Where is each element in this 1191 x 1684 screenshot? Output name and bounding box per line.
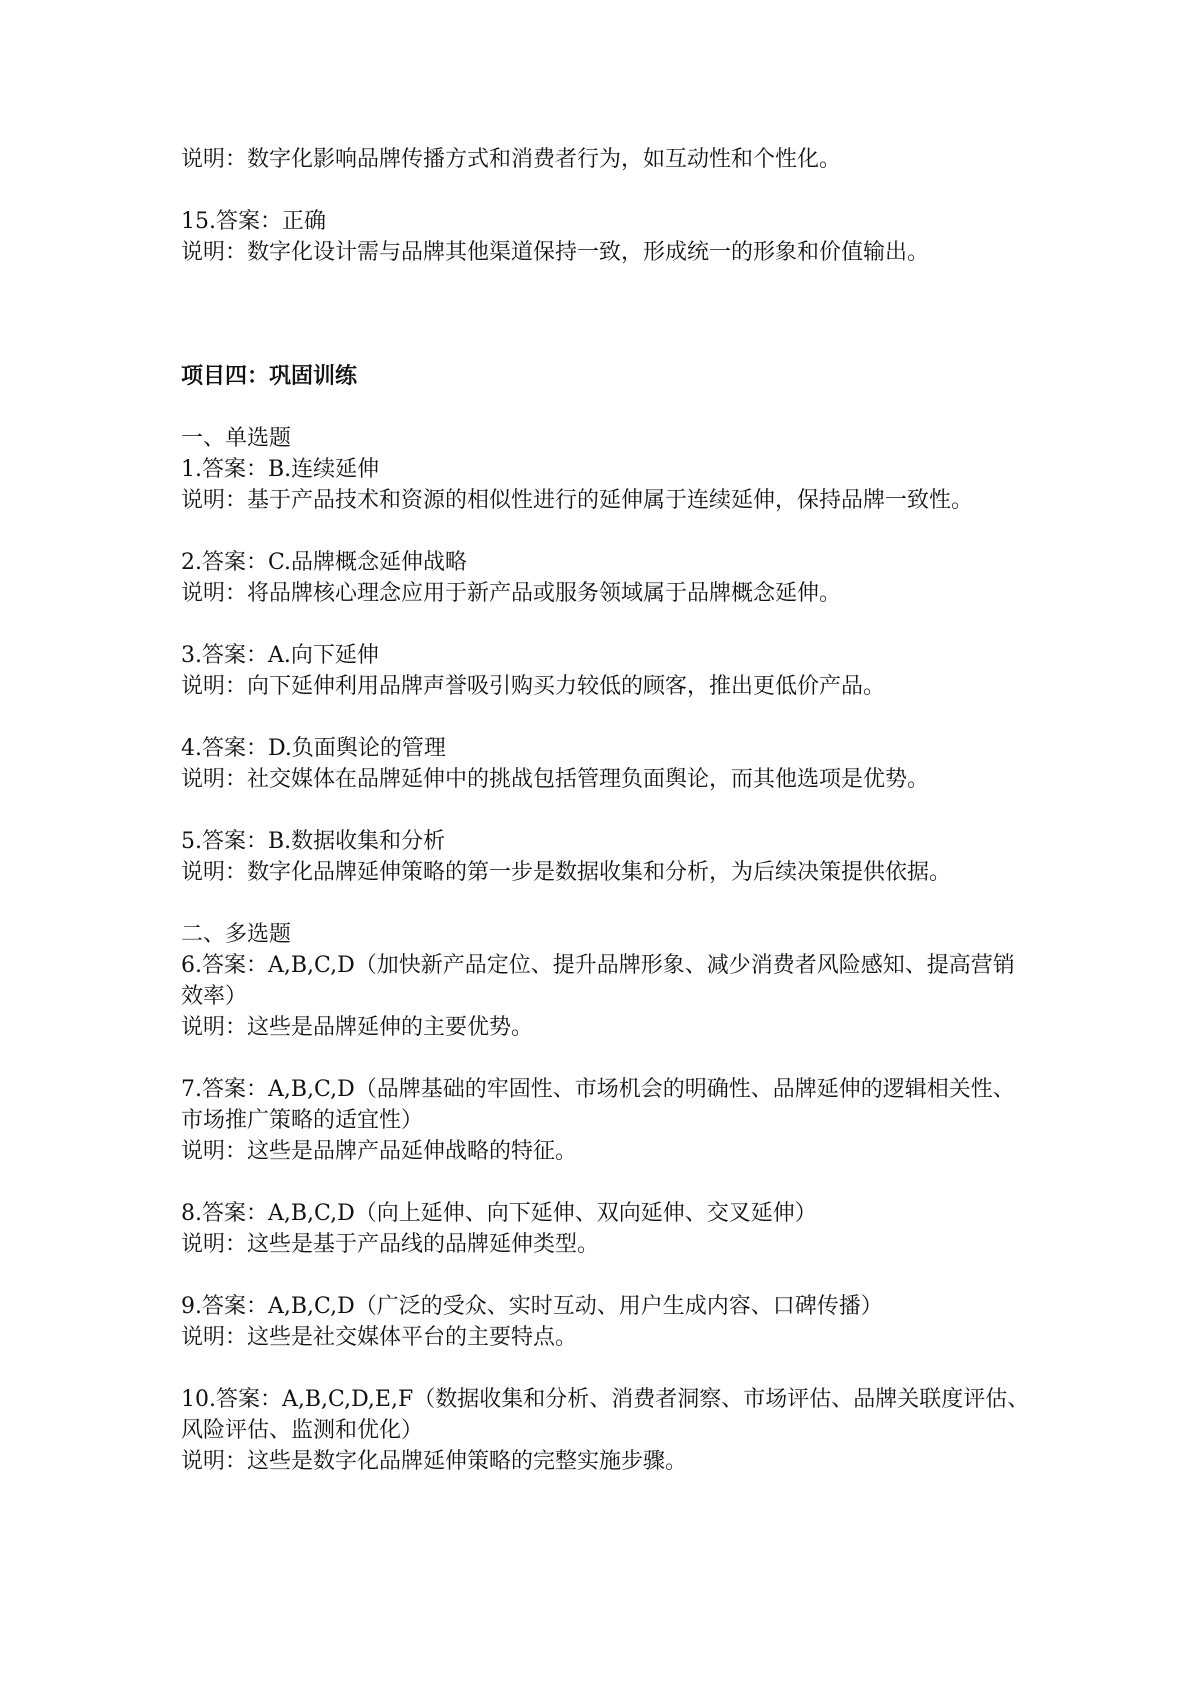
answer-line: 6.答案：A,B,C,D（加快新产品定位、提升品牌形象、减少消费者风险感知、提高营销效率）: [181, 953, 1015, 1009]
explain-line: 说明：这些是基于产品线的品牌延伸类型。: [181, 1232, 600, 1257]
single-choice-heading: 一、单选题: [181, 426, 292, 451]
answer-line: 2.答案：C.品牌概念延伸战略: [181, 550, 468, 575]
explain-14: 说明：数字化影响品牌传播方式和消费者行为，如互动性和个性化。: [181, 147, 842, 172]
section-title: 项目四：巩固训练: [181, 364, 358, 389]
single-item-4: [181, 733, 1031, 795]
multi-choice-heading: 二、多选题: [181, 922, 292, 947]
explain-line: 说明：这些是品牌产品延伸战略的特征。: [181, 1139, 578, 1164]
single-item-5: [181, 826, 1031, 888]
multi-item-8: [181, 1198, 1031, 1260]
answer-line: 7.答案：A,B,C,D（品牌基础的牢固性、市场机会的明确性、品牌延伸的逻辑相关性、市场推广策略的适宜性）: [181, 1077, 1015, 1133]
answer-line: 1.答案：B.连续延伸: [181, 457, 380, 482]
multi-item-7: [181, 1074, 1031, 1167]
answer-line: 9.答案：A,B,C,D（广泛的受众、实时互动、用户生成内容、口碑传播）: [181, 1294, 883, 1319]
explain-line: 说明：向下延伸利用品牌声誉吸引购买力较低的顾客，推出更低价产品。: [181, 674, 886, 699]
explain-15: 说明：数字化设计需与品牌其他渠道保持一致，形成统一的形象和价值输出。: [181, 240, 930, 265]
explain-line: 说明：基于产品技术和资源的相似性进行的延伸属于连续延伸，保持品牌一致性。: [181, 488, 974, 513]
answer-line: 5.答案：B.数据收集和分析: [181, 829, 446, 854]
answer-line: 10.答案：A,B,C,D,E,F（数据收集和分析、消费者洞察、市场评估、品牌关联度评估、风险评估、监测和优化）: [181, 1387, 1030, 1443]
document-page: [181, 144, 1031, 1477]
explain-line: 说明：这些是数字化品牌延伸策略的完整实施步骤。: [181, 1449, 688, 1474]
answer-line: 4.答案：D.负面舆论的管理: [181, 736, 446, 761]
multi-item-10: [181, 1384, 1031, 1477]
answer-line: 3.答案：A.向下延伸: [181, 643, 379, 668]
explain-line: 说明：数字化品牌延伸策略的第一步是数据收集和分析，为后续决策提供依据。: [181, 860, 952, 885]
explain-line: 说明：这些是品牌延伸的主要优势。: [181, 1015, 534, 1040]
answer-line: 8.答案：A,B,C,D（向上延伸、向下延伸、双向延伸、交叉延伸）: [181, 1201, 817, 1226]
answer-15: 15.答案：正确: [181, 209, 326, 234]
single-item-3: [181, 640, 1031, 702]
explain-line: 说明：社交媒体在品牌延伸中的挑战包括管理负面舆论，而其他选项是优势。: [181, 767, 930, 792]
multi-item-9: [181, 1291, 1031, 1353]
multi-item-6: [181, 950, 1031, 1043]
explain-line: 说明：将品牌核心理念应用于新产品或服务领域属于品牌概念延伸。: [181, 581, 842, 606]
single-item-1: [181, 454, 1031, 516]
explain-line: 说明：这些是社交媒体平台的主要特点。: [181, 1325, 578, 1350]
single-item-2: [181, 547, 1031, 609]
